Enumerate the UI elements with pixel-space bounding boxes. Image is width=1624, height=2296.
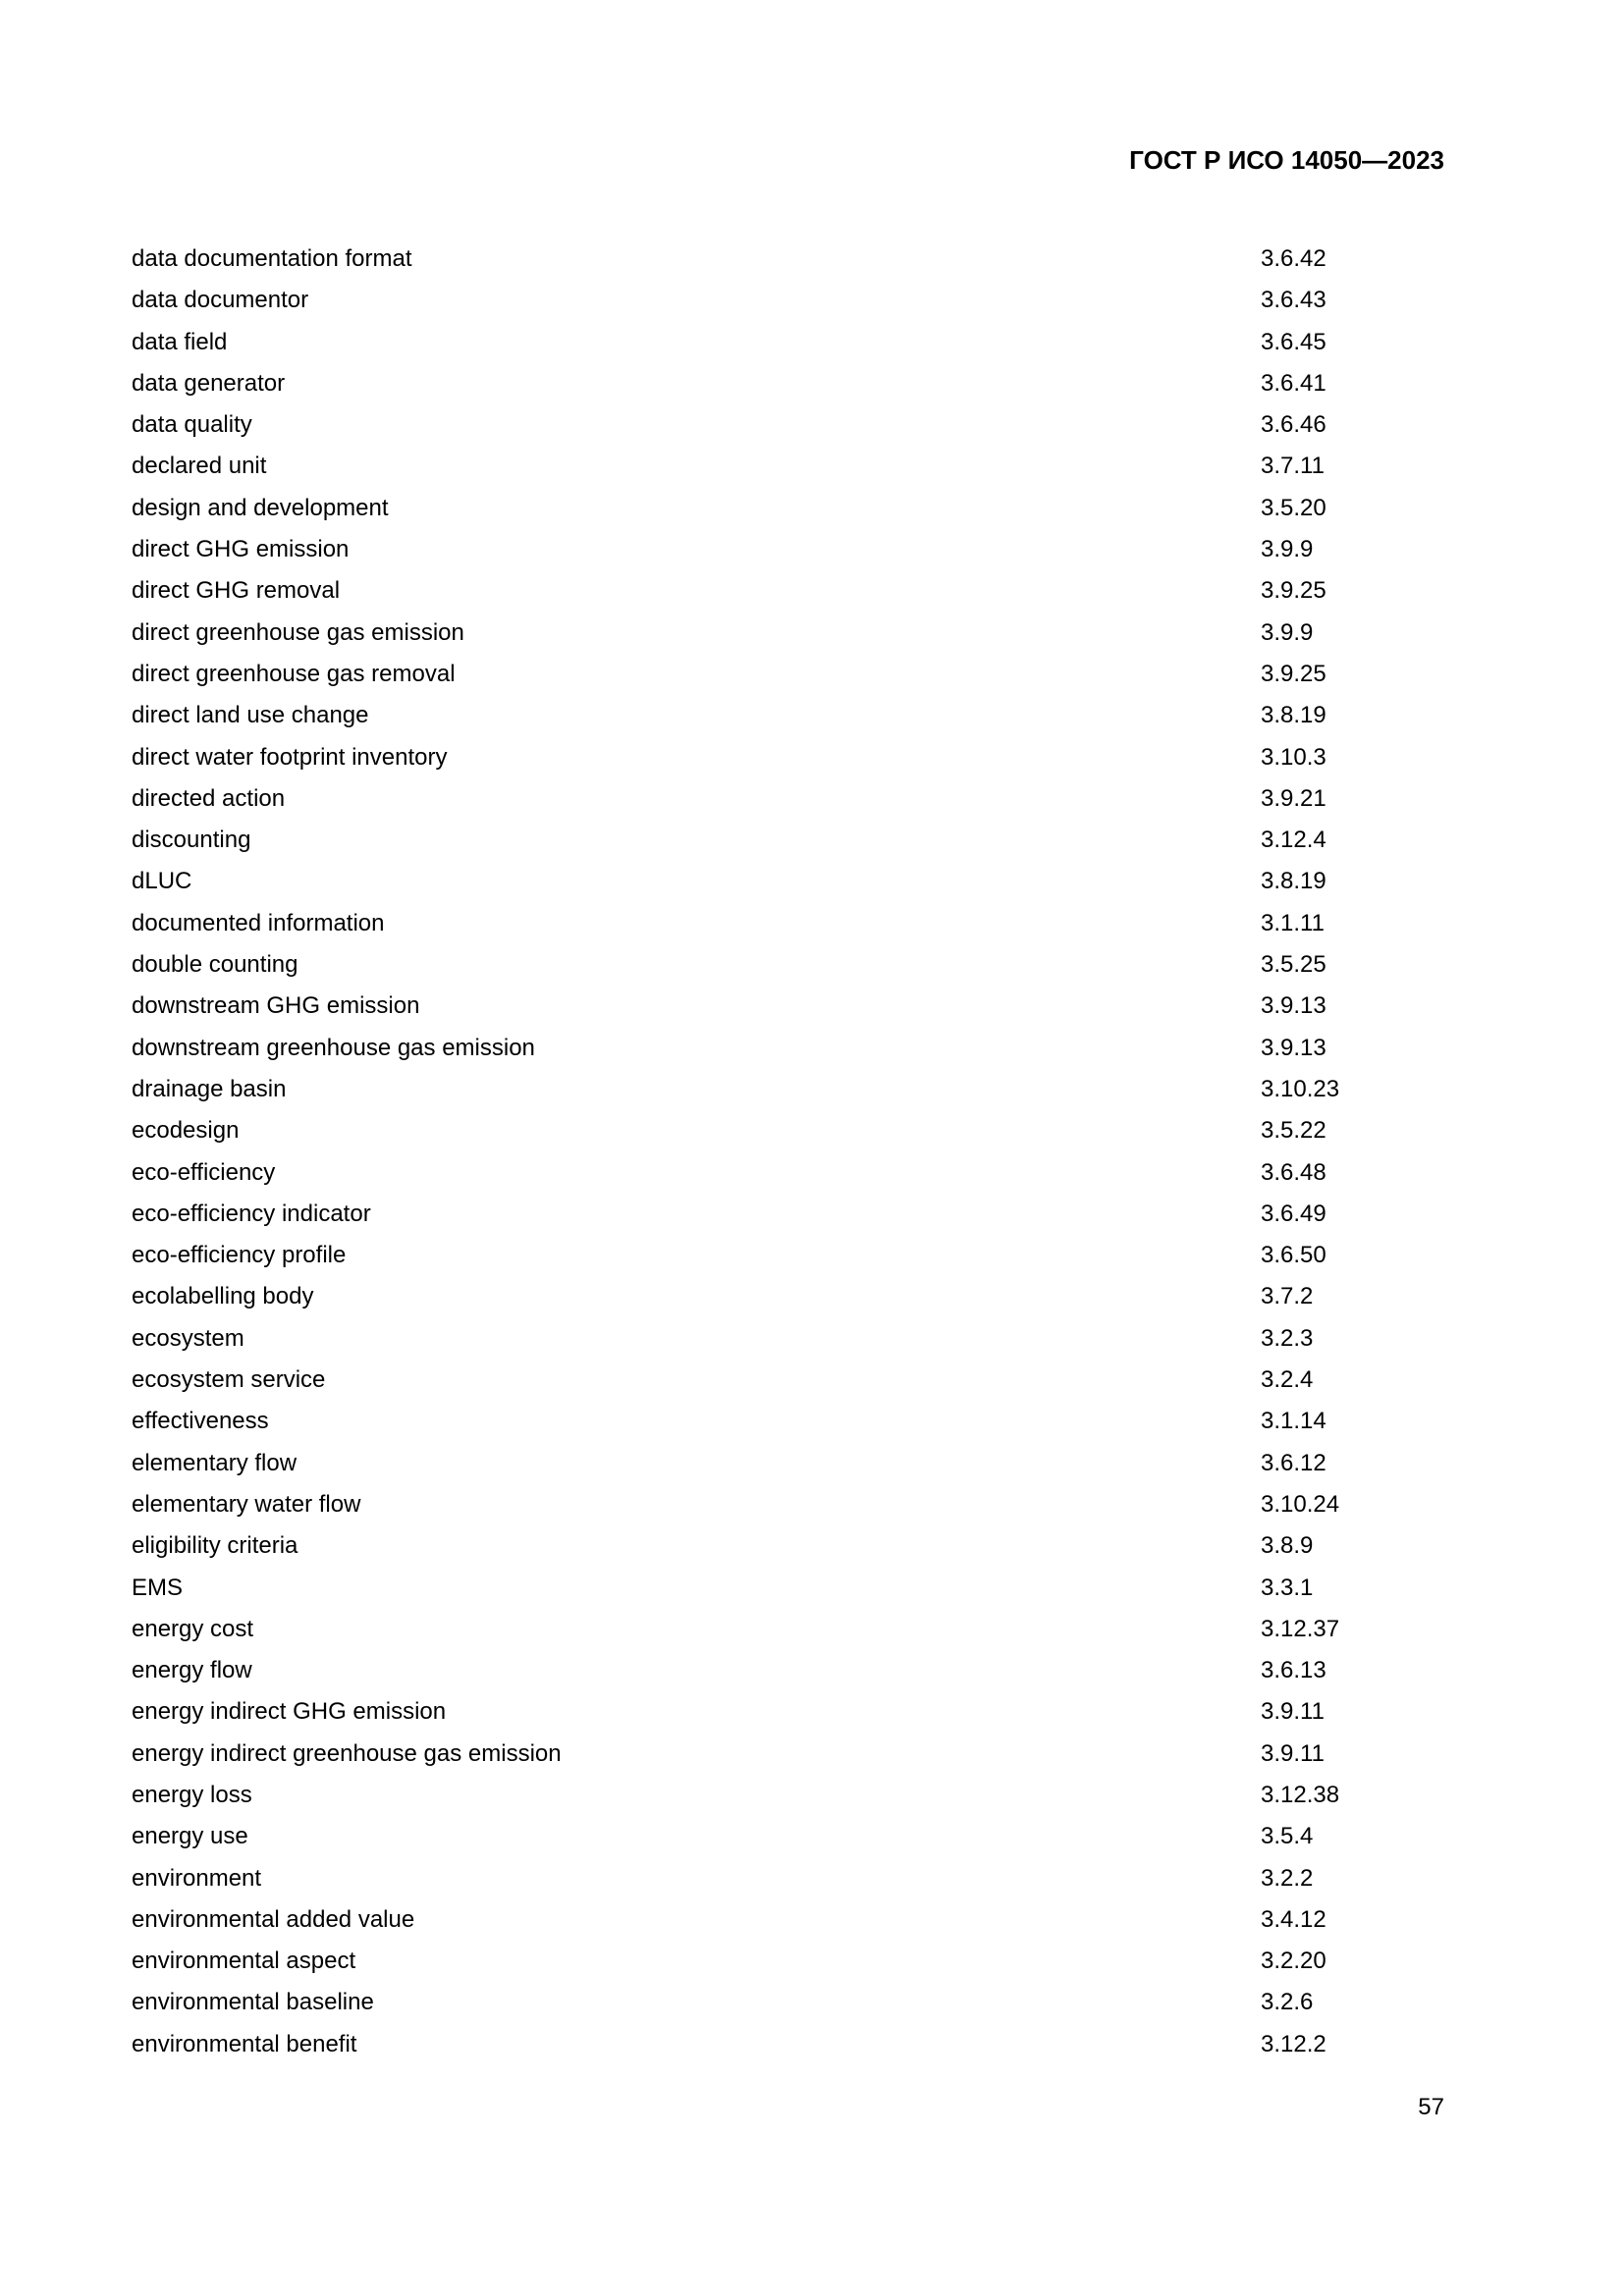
index-entry xyxy=(132,951,1408,992)
index-term: design and development xyxy=(132,494,389,521)
index-entry xyxy=(132,1823,1408,1864)
index-reference-number: 3.12.4 xyxy=(1261,827,1326,854)
index-term: data documentor xyxy=(132,287,309,314)
index-reference-number: 3.12.38 xyxy=(1261,1781,1340,1808)
index-term: energy loss xyxy=(132,1781,252,1808)
index-term: ecolabelling body xyxy=(132,1283,314,1310)
index-reference-number: 3.6.49 xyxy=(1261,1200,1326,1227)
index-term: EMS xyxy=(132,1574,184,1601)
index-entry xyxy=(132,1948,1408,1989)
index-term: elementary water flow xyxy=(132,1490,361,1518)
index-reference-number: 3.2.4 xyxy=(1261,1366,1314,1394)
index-reference-number: 3.1.11 xyxy=(1261,909,1325,936)
index-term: energy cost xyxy=(132,1615,254,1642)
index-entry xyxy=(132,1201,1408,1242)
index-term: elementary flow xyxy=(132,1449,298,1476)
index-entry xyxy=(132,453,1408,494)
index-entry xyxy=(132,1325,1408,1366)
term-index-list xyxy=(132,245,1408,2072)
index-term: downstream greenhouse gas emission xyxy=(132,1034,535,1061)
index-reference-number: 3.2.20 xyxy=(1261,1948,1326,1975)
index-entry xyxy=(132,1657,1408,1698)
index-term: eligibility criteria xyxy=(132,1532,298,1560)
index-reference-number: 3.5.25 xyxy=(1261,951,1326,979)
index-entry xyxy=(132,1906,1408,1948)
index-term: effectiveness xyxy=(132,1408,269,1435)
index-entry xyxy=(132,619,1408,661)
index-term: ecodesign xyxy=(132,1117,240,1145)
index-reference-number: 3.9.25 xyxy=(1261,577,1326,605)
index-reference-number: 3.6.50 xyxy=(1261,1242,1326,1269)
index-term: data documentation format xyxy=(132,245,412,272)
index-entry xyxy=(132,910,1408,951)
index-term: direct greenhouse gas emission xyxy=(132,618,464,646)
page-number: 57 xyxy=(1418,2094,1444,2120)
index-entry xyxy=(132,1035,1408,1076)
index-reference-number: 3.2.6 xyxy=(1261,1989,1314,2016)
index-term: eco-efficiency indicator xyxy=(132,1200,371,1227)
index-entry xyxy=(132,1782,1408,1823)
index-entry xyxy=(132,1616,1408,1657)
index-entry xyxy=(132,287,1408,328)
index-term: environment xyxy=(132,1864,262,1892)
index-term: discounting xyxy=(132,827,251,854)
index-term: energy flow xyxy=(132,1657,252,1684)
index-reference-number: 3.10.23 xyxy=(1261,1075,1340,1102)
index-reference-number: 3.6.42 xyxy=(1261,245,1326,272)
index-reference-number: 3.6.43 xyxy=(1261,287,1326,314)
index-reference-number: 3.6.41 xyxy=(1261,369,1326,397)
index-term: environmental benefit xyxy=(132,2030,357,2057)
index-term: environmental aspect xyxy=(132,1948,356,1975)
index-term: double counting xyxy=(132,951,298,979)
index-entry xyxy=(132,245,1408,287)
index-term: direct water footprint inventory xyxy=(132,743,448,771)
index-reference-number: 3.10.24 xyxy=(1261,1490,1340,1518)
index-entry xyxy=(132,1450,1408,1491)
index-term: downstream GHG emission xyxy=(132,992,420,1020)
index-entry xyxy=(132,992,1408,1034)
index-entry xyxy=(132,1865,1408,1906)
index-entry xyxy=(132,370,1408,411)
index-term: declared unit xyxy=(132,453,267,480)
index-term: documented information xyxy=(132,909,385,936)
index-entry xyxy=(132,2031,1408,2072)
index-term: dLUC xyxy=(132,868,192,895)
index-term: energy indirect greenhouse gas emission xyxy=(132,1739,562,1767)
index-reference-number: 3.8.9 xyxy=(1261,1532,1314,1560)
index-reference-number: 3.9.11 xyxy=(1261,1698,1325,1726)
index-reference-number: 3.2.2 xyxy=(1261,1864,1314,1892)
index-reference-number: 3.9.9 xyxy=(1261,536,1314,563)
index-entry xyxy=(132,1698,1408,1739)
index-reference-number: 3.8.19 xyxy=(1261,702,1326,729)
index-entry xyxy=(132,827,1408,868)
index-term: eco-efficiency profile xyxy=(132,1242,347,1269)
index-reference-number: 3.7.2 xyxy=(1261,1283,1314,1310)
index-reference-number: 3.6.45 xyxy=(1261,328,1326,355)
index-entry xyxy=(132,329,1408,370)
index-term: data generator xyxy=(132,369,286,397)
index-reference-number: 3.9.13 xyxy=(1261,992,1326,1020)
index-term: energy use xyxy=(132,1823,248,1850)
index-reference-number: 3.7.11 xyxy=(1261,453,1325,480)
index-reference-number: 3.9.9 xyxy=(1261,618,1314,646)
index-reference-number: 3.6.48 xyxy=(1261,1158,1326,1186)
index-term: environmental baseline xyxy=(132,1989,374,2016)
index-entry xyxy=(132,1283,1408,1324)
index-entry xyxy=(132,661,1408,702)
index-reference-number: 3.9.11 xyxy=(1261,1739,1325,1767)
index-reference-number: 3.2.3 xyxy=(1261,1324,1314,1352)
index-reference-number: 3.6.12 xyxy=(1261,1449,1326,1476)
index-entry xyxy=(132,1532,1408,1574)
index-term: direct GHG removal xyxy=(132,577,341,605)
index-reference-number: 3.3.1 xyxy=(1261,1574,1314,1601)
index-term: direct greenhouse gas removal xyxy=(132,660,456,687)
index-entry xyxy=(132,495,1408,536)
index-entry xyxy=(132,1408,1408,1449)
index-entry xyxy=(132,577,1408,618)
index-entry xyxy=(132,1575,1408,1616)
index-entry xyxy=(132,1989,1408,2030)
index-term: data quality xyxy=(132,411,252,439)
index-reference-number: 3.9.21 xyxy=(1261,784,1326,812)
index-reference-number: 3.5.22 xyxy=(1261,1117,1326,1145)
index-reference-number: 3.5.20 xyxy=(1261,494,1326,521)
index-term: data field xyxy=(132,328,228,355)
index-reference-number: 3.5.4 xyxy=(1261,1823,1314,1850)
index-reference-number: 3.6.46 xyxy=(1261,411,1326,439)
index-entry xyxy=(132,1076,1408,1117)
index-entry xyxy=(132,868,1408,909)
index-term: eco-efficiency xyxy=(132,1158,276,1186)
index-term: ecosystem service xyxy=(132,1366,326,1394)
index-term: direct GHG emission xyxy=(132,536,350,563)
index-reference-number: 3.8.19 xyxy=(1261,868,1326,895)
index-reference-number: 3.9.25 xyxy=(1261,660,1326,687)
index-entry xyxy=(132,1242,1408,1283)
index-term: directed action xyxy=(132,784,286,812)
index-reference-number: 3.10.3 xyxy=(1261,743,1326,771)
index-entry xyxy=(132,1159,1408,1201)
index-reference-number: 3.6.13 xyxy=(1261,1657,1326,1684)
index-entry xyxy=(132,411,1408,453)
index-reference-number: 3.12.2 xyxy=(1261,2030,1326,2057)
page-header-standard: ГОСТ Р ИСО 14050—2023 xyxy=(1129,145,1444,175)
index-reference-number: 3.9.13 xyxy=(1261,1034,1326,1061)
index-term: drainage basin xyxy=(132,1075,287,1102)
index-reference-number: 3.1.14 xyxy=(1261,1408,1326,1435)
index-entry xyxy=(132,702,1408,743)
index-entry xyxy=(132,1366,1408,1408)
index-term: energy indirect GHG emission xyxy=(132,1698,447,1726)
index-term: direct land use change xyxy=(132,702,369,729)
index-reference-number: 3.12.37 xyxy=(1261,1615,1340,1642)
index-entry xyxy=(132,536,1408,577)
index-term: environmental added value xyxy=(132,1905,415,1933)
index-entry xyxy=(132,1740,1408,1782)
index-entry xyxy=(132,1491,1408,1532)
index-entry xyxy=(132,785,1408,827)
index-entry xyxy=(132,1117,1408,1158)
index-entry xyxy=(132,744,1408,785)
index-reference-number: 3.4.12 xyxy=(1261,1905,1326,1933)
index-term: ecosystem xyxy=(132,1324,244,1352)
